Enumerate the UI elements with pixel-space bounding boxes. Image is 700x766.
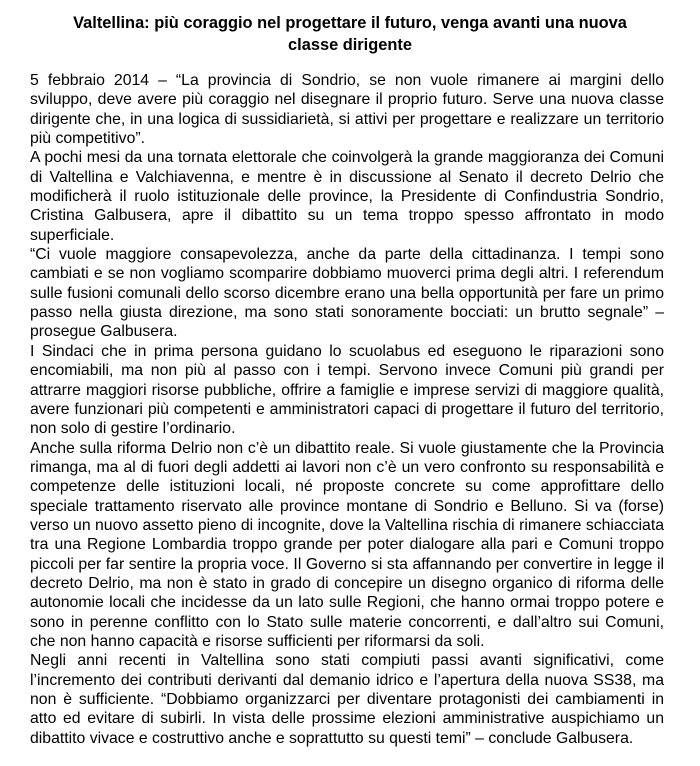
article-title	[40, 12, 660, 56]
paragraph-awareness-quote: “Ci vuole maggiore consapevolezza, anche da parte della cittadinanza. I tempi sono cambiati e se non vogliamo scomparire dobbiamo muoverci prima degli altri. I referendum sulle fusioni comunali dello scorso dicembre erano una bella opportunità per fare un primo passo nella giusta direzione, ma sono stati sonoramente bocciati: un brutto segnale” – prosegue Galbusera.	[30, 246, 664, 341]
paragraph-intro-quote: 5 febbraio 2014 – “La provincia di Sondrio, se non vuole rimanere ai margini dello sviluppo, deve avere più coraggio nel disegnare il proprio futuro. Serve una nuova classe dirigente che, in una logica di sussidiarietà, si attivi per progettare e realizzare un territorio più competitivo”.	[30, 72, 664, 148]
article-title-line-2: classe dirigente	[288, 36, 412, 54]
paragraph-context: A pochi mesi da una tornata elettorale che coinvolgerà la grande maggioranza dei Comuni di Valtellina e Valchiavenna, e mentre è in discussione al Senato il decreto Delrio che modificherà il ruolo istituzionale delle province, la Presidente di Confindustria Sondrio, Cristina Galbusera, apre il dibattito su un tema troppo spesso affrontato in modo superficiale.	[30, 149, 664, 244]
article-body	[30, 71, 664, 748]
paragraph-conclusion: Negli anni recenti in Valtellina sono stati compiuti passi avanti significativi, come l’incremento dei contributi derivanti dal demanio idrico e l’apertura della nuova SS38, ma non è sufficiente. “Dobbiamo organizzarci per diventare protagonisti dei cambiamenti in atto ed evitare di subirli. In vista delle prossime elezioni amministrative auspichiamo un dibattito vivace e costruttivo anche e soprattutto su questi temi” – conclude Galbusera.	[30, 652, 664, 747]
article-title-line-1: Valtellina: più coraggio nel progettare il futuro, venga avanti una nuova	[73, 14, 627, 32]
paragraph-delrio-reform: Anche sulla riforma Delrio non c’è un dibattito reale. Si vuole giustamente che la Provincia rimanga, ma al di fuori degli addetti ai lavori non c’è un vero confronto su responsabilità e competenze delle istituzioni locali, né proposte concrete su come approfittare dello speciale trattamento riservato alle province montane di Sondrio e Belluno. Si va (forse) verso un nuovo assetto pieno di incognite, dove la Valtellina rischia di rimanere schiacciata tra una Regione Lombardia troppo grande per poter dialogare alla pari e Comuni troppo piccoli per far sentire la propria voce. Il Governo si sta affannando per convertire in legge il decreto Delrio, ma non è stato in grado di concepire un disegno organico di riforma delle autonomie locali che incidesse da un lato sulle Regioni, che hanno ormai troppo potere e sono in perenne conflitto con lo Stato sulle materie concorrenti, e dall’altro sui Comuni, che non hanno capacità e risorse sufficienti per riformarsi da soli.	[30, 439, 664, 650]
paragraph-mayors: I Sindaci che in prima persona guidano lo scuolabus ed eseguono le riparazioni sono encomiabili, ma non più al passo con i tempi. Servono invece Comuni più grandi per attrarre maggiori risorse pubbliche, offrire a famiglie e imprese servizi di maggiore qualità, avere funzionari più competenti e amministratori capaci di progettare il futuro del territorio, non solo di gestire l’ordinario.	[30, 342, 664, 438]
